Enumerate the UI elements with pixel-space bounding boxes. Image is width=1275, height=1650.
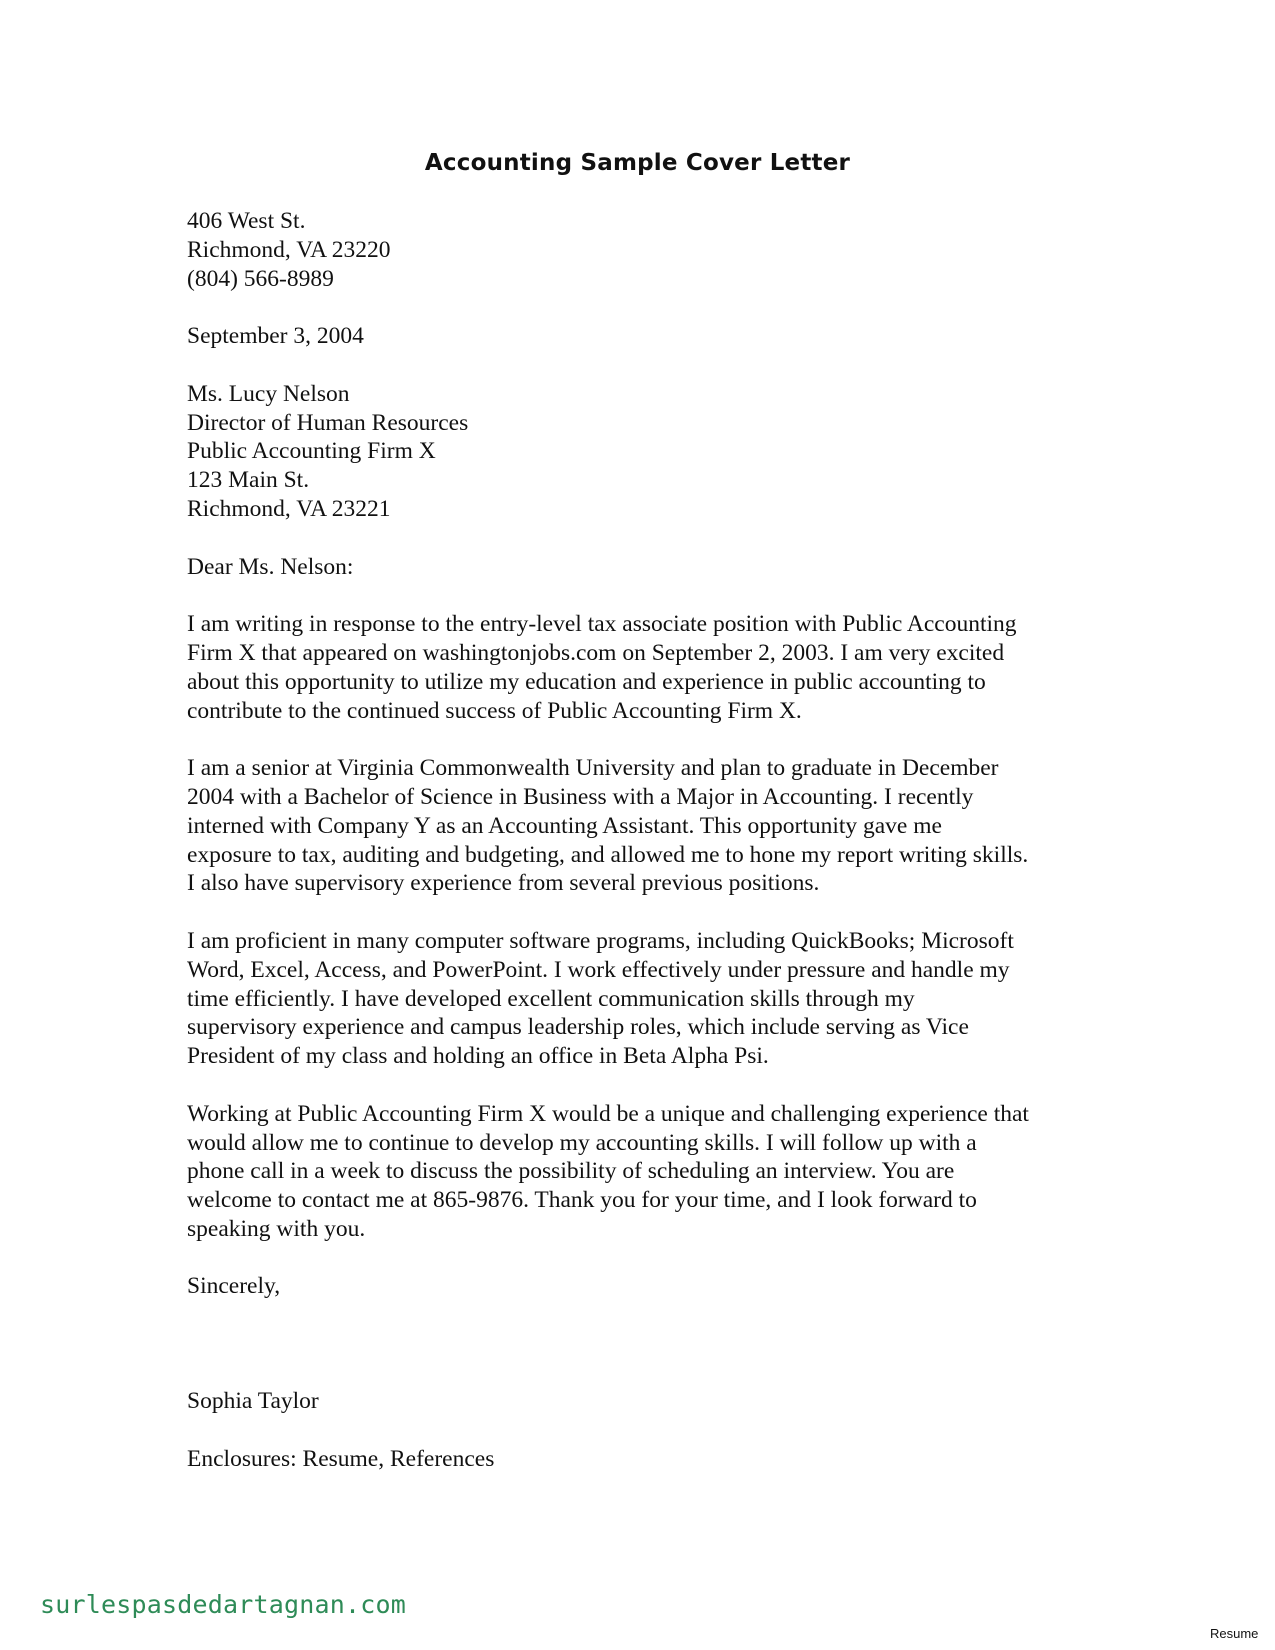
paragraph-line: Working at Public Accounting Firm X would be a unique and challenging experience that (187, 1100, 1029, 1127)
sender-address-line: 406 West St. (187, 208, 306, 234)
paragraph-line: phone call in a week to discuss the possibility of scheduling an interview. You are (187, 1158, 955, 1185)
corner-label: Resume (1210, 1626, 1259, 1641)
paragraph-line: President of my class and holding an office in Beta Alpha Psi. (187, 1043, 769, 1070)
closing (187, 1272, 1107, 1301)
salutation (187, 553, 1107, 582)
recipient-line: Director of Human Resources (187, 409, 469, 436)
enclosures (187, 1445, 1107, 1474)
letter-body (187, 207, 1107, 1474)
signature (187, 1387, 1107, 1416)
paragraph-line: interned with Company Y as an Accounting Assistant. This opportunity gave me (187, 812, 942, 839)
paragraph-line: supervisory experience and campus leadership roles, which include serving as Vice (187, 1014, 969, 1041)
closing-text: Sincerely, (187, 1273, 281, 1300)
salutation-text: Dear Ms. Nelson: (187, 553, 354, 580)
paragraph-line: I am writing in response to the entry-level tax associate position with Public Accounting (187, 611, 1017, 638)
paragraph-2 (187, 754, 1107, 898)
paragraph-3 (187, 927, 1107, 1071)
paragraph-line: I also have supervisory experience from several previous positions. (187, 870, 820, 897)
paragraph-line: I am proficient in many computer software programs, including QuickBooks; Microsoft (187, 927, 1014, 954)
site-watermark: surlespasdedartagnan.com (40, 1590, 407, 1619)
sender-address-line: (804) 566-8989 (187, 265, 334, 292)
paragraph-line: exposure to tax, auditing and budgeting, and allowed me to hone my report writing skills. (187, 841, 1029, 868)
letter-date (187, 322, 1107, 351)
enclosures-text: Enclosures: Resume, References (187, 1445, 495, 1472)
paragraph-line: would allow me to continue to develop my accounting skills. I will follow up with a (187, 1129, 977, 1156)
recipient-address (187, 380, 1107, 524)
recipient-line: Ms. Lucy Nelson (187, 380, 350, 407)
recipient-line: Richmond, VA 23221 (187, 495, 391, 522)
letter-title: Accounting Sample Cover Letter (424, 150, 851, 176)
paragraph-4 (187, 1100, 1107, 1244)
paragraph-line: Firm X that appeared on washingtonjobs.com on September 2, 2003. I am very excited (187, 639, 1005, 666)
paragraph-line: time efficiently. I have developed excellent communication skills through my (187, 985, 915, 1012)
sender-address (187, 207, 1107, 293)
paragraph-1 (187, 610, 1107, 725)
paragraph-line: about this opportunity to utilize my education and experience in public accounting to (187, 668, 986, 695)
date-text: September 3, 2004 (187, 323, 364, 350)
paragraph-line: Word, Excel, Access, and PowerPoint. I work effectively under pressure and handle my (187, 956, 1010, 983)
paragraph-line: I am a senior at Virginia Commonwealth University and plan to graduate in December (187, 755, 999, 782)
paragraph-line: contribute to the continued success of Public Accounting Firm X. (187, 697, 802, 724)
signature-name: Sophia Taylor (187, 1388, 319, 1415)
recipient-line: Public Accounting Firm X (187, 438, 436, 465)
sender-address-line: Richmond, VA 23220 (187, 236, 391, 263)
paragraph-line: welcome to contact me at 865-9876. Thank you for your time, and I look forward to (187, 1187, 977, 1214)
recipient-line: 123 Main St. (187, 467, 310, 494)
paragraph-line: speaking with you. (187, 1215, 366, 1242)
paragraph-line: 2004 with a Bachelor of Science in Business with a Major in Accounting. I recently (187, 783, 974, 810)
